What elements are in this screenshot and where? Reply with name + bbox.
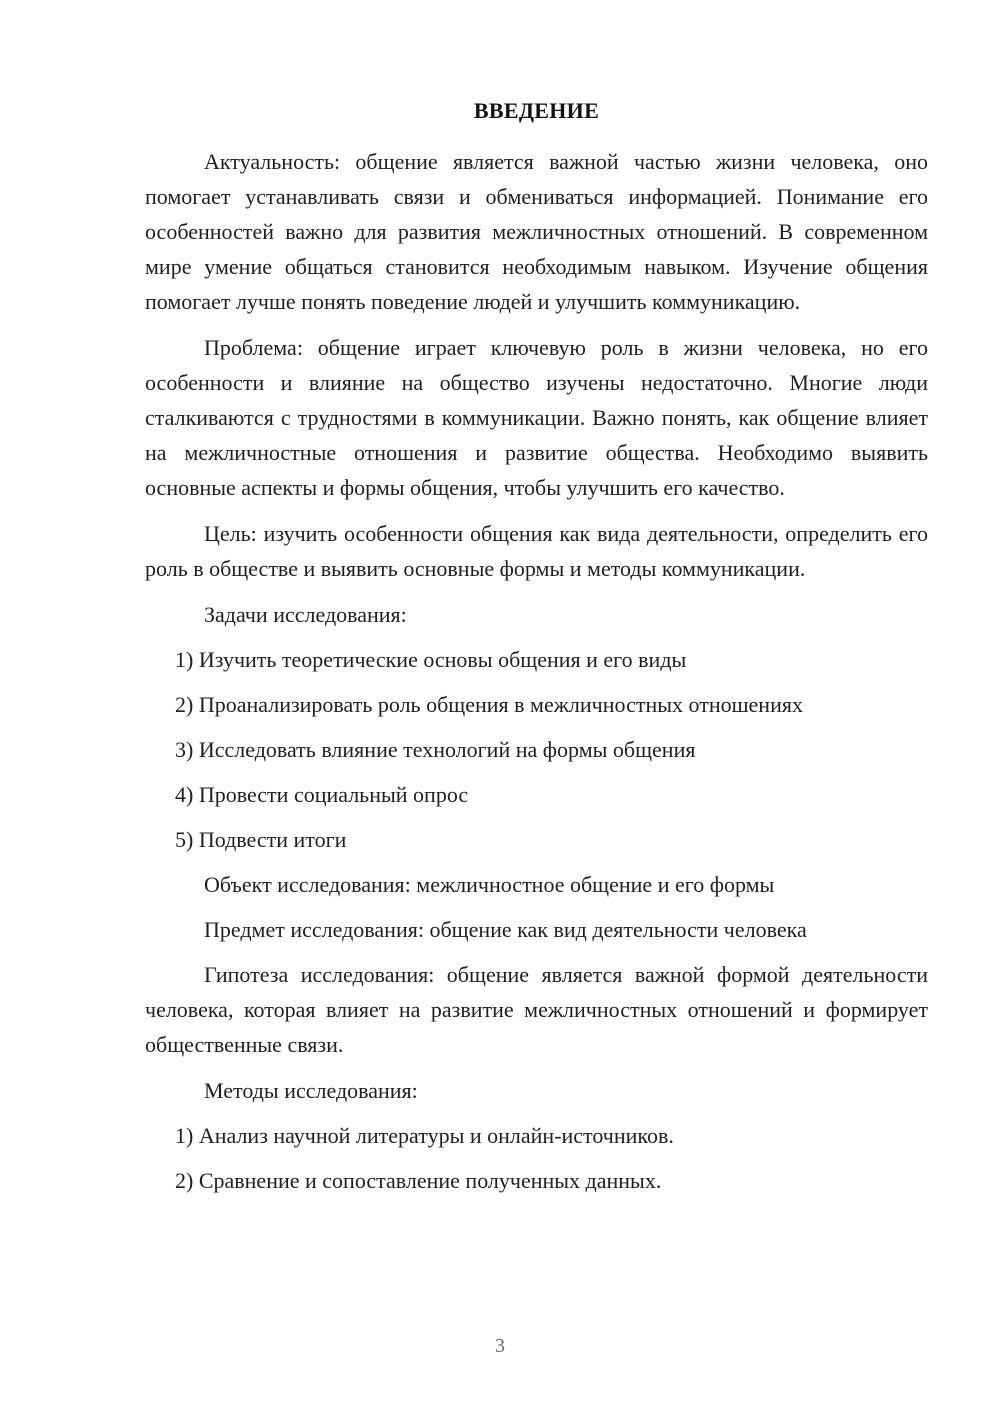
page-title: ВВЕДЕНИЕ — [473, 98, 600, 123]
page-number: 3 — [495, 1335, 505, 1357]
task-item-1: 1) Изучить теоретические основы общения и его виды — [175, 647, 687, 672]
relevance-paragraph: Актуальность: общение является важной частью жизни человека, оно помогает устанавливать связи и обмениваться информацией. Понимание его особенностей важно для развития межличностных отношений. В современном мире умение общаться становится необходимым навыком. Изучение общения помогает лучше понять поведение людей и улучшить коммуникацию. — [145, 149, 928, 314]
method-item-1: 1) Анализ научной литературы и онлайн-источников. — [175, 1123, 674, 1148]
methods-heading: Методы исследования: — [204, 1078, 418, 1103]
hypothesis-paragraph: Гипотеза исследования: общение является важной формой деятельности человека, которая влияет на развитие межличностных отношений и формирует общественные связи. — [145, 962, 928, 1057]
problem-paragraph: Проблема: общение играет ключевую роль в жизни человека, но его особенности и влияние на общество изучены недостаточно. Многие люди сталкиваются с трудностями в коммуникации. Важно понять, как общение влияет на межличностные отношения и развитие общества. Необходимо выявить основные аспекты и формы общения, чтобы улучшить его качество. — [145, 335, 928, 500]
goal-paragraph: Цель: изучить особенности общения как вида деятельности, определить его роль в обществе и выявить основные формы и методы коммуникации. — [145, 521, 928, 581]
research-subject: Предмет исследования: общение как вид деятельности человека — [204, 917, 807, 942]
task-item-4: 4) Провести социальный опрос — [175, 782, 469, 807]
research-object: Объект исследования: межличностное общение и его формы — [204, 872, 775, 897]
task-item-2: 2) Проанализировать роль общения в межличностных отношениях — [175, 692, 803, 717]
method-item-2: 2) Сравнение и сопоставление полученных данных. — [175, 1168, 662, 1193]
task-item-5: 5) Подвести итоги — [175, 827, 347, 852]
document-body — [145, 144, 928, 1208]
tasks-heading: Задачи исследования: — [204, 602, 407, 627]
task-item-3: 3) Исследовать влияние технологий на формы общения — [175, 737, 696, 762]
